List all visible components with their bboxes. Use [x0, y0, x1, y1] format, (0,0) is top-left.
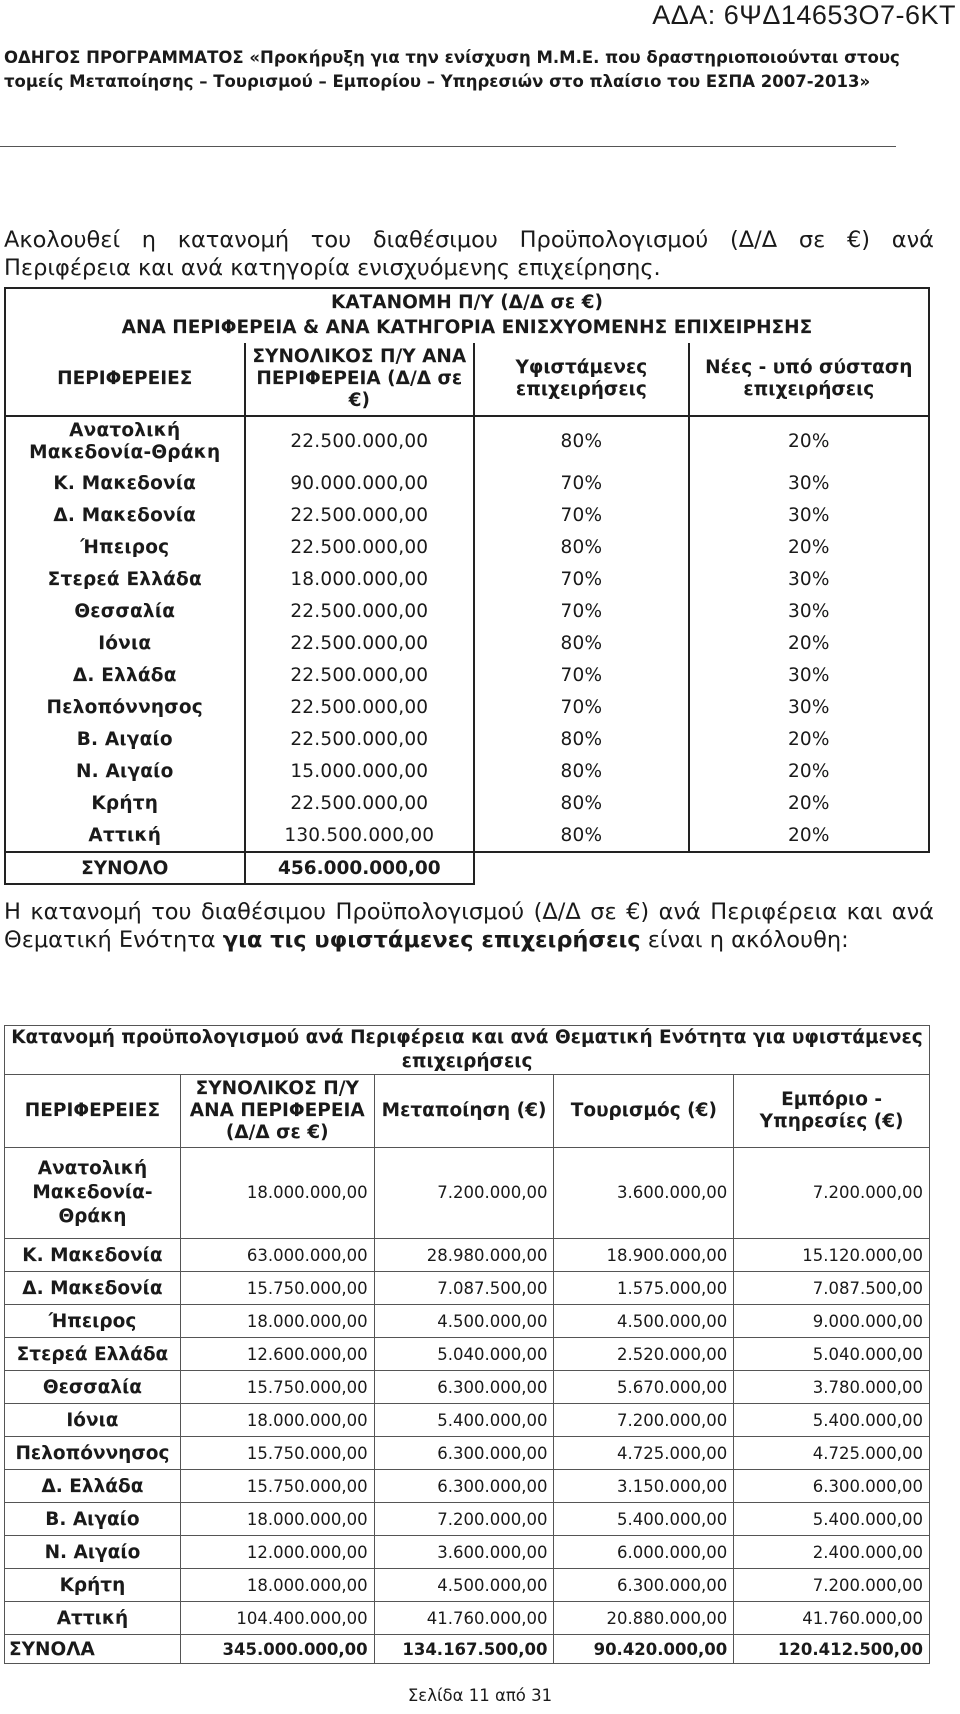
table-cell: 5.400.000,00	[554, 1503, 734, 1536]
table-row	[5, 691, 929, 723]
table-cell: 20%	[689, 723, 929, 755]
table-cell: 22.500.000,00	[245, 416, 475, 467]
region-name: Ν. Αιγαίο	[5, 755, 245, 787]
table-cell: 20%	[689, 531, 929, 563]
table-cell: 28.980.000,00	[374, 1239, 554, 1272]
table-cell: 80%	[474, 723, 689, 755]
table-cell: 15.000.000,00	[245, 755, 475, 787]
table-cell: 6.300.000,00	[374, 1371, 554, 1404]
table-cell: 80%	[474, 787, 689, 819]
table1-total-cell: ΣΥΝΟΛΟ	[5, 852, 245, 884]
table-row	[5, 595, 929, 627]
table1-header-cell: ΠΕΡΙΦΕΡΕΙΕΣ	[5, 343, 245, 416]
region-name: Δ. Μακεδονία	[5, 1272, 181, 1305]
page-number: Σελίδα 11 από 31	[407, 1686, 553, 1705]
table-row	[5, 1371, 930, 1404]
table-cell: 5.670.000,00	[554, 1371, 734, 1404]
table1-title-2: ΑΝΑ ΠΕΡΙΦΕΡΕΙΑ & ΑΝΑ ΚΑΤΗΓΟΡΙΑ ΕΝΙΣΧΥΟΜΕΝΗΣ ΕΠΙΧΕΙΡΗΣΗΣ	[5, 317, 929, 343]
region-name: Δ. Ελλάδα	[5, 1470, 181, 1503]
table-cell: 18.000.000,00	[180, 1503, 374, 1536]
table-cell: 22.500.000,00	[245, 499, 475, 531]
table2-total-cell: 134.167.500,00	[374, 1635, 554, 1664]
table-cell: 3.780.000,00	[734, 1371, 930, 1404]
intro2-paragraph	[4, 898, 934, 954]
table-row	[5, 467, 929, 499]
table2-header-cell: Μεταποίηση (€)	[374, 1075, 554, 1148]
table-cell: 20%	[689, 627, 929, 659]
table-cell: 2.400.000,00	[734, 1536, 930, 1569]
table-cell: 70%	[474, 499, 689, 531]
allocation-table	[4, 287, 930, 885]
table-cell: 3.600.000,00	[554, 1148, 734, 1239]
region-name: Ήπειρος	[5, 531, 245, 563]
table-cell: 15.750.000,00	[180, 1470, 374, 1503]
table-row	[5, 787, 929, 819]
table-cell: 6.300.000,00	[554, 1569, 734, 1602]
region-name: Αττική	[5, 1602, 181, 1635]
table-cell: 12.600.000,00	[180, 1338, 374, 1371]
thematic-allocation-table	[4, 1025, 930, 1664]
table-cell: 5.040.000,00	[374, 1338, 554, 1371]
table-cell: 22.500.000,00	[245, 595, 475, 627]
region-name: Κ. Μακεδονία	[5, 467, 245, 499]
intro2-bold: για τις υφιστάμενες επιχειρήσεις	[222, 927, 641, 953]
region-name: Β. Αιγαίο	[5, 723, 245, 755]
table1-header-cell: Νέες - υπό σύσταση επιχειρήσεις	[689, 343, 929, 416]
table2-total-cell: 120.412.500,00	[734, 1635, 930, 1664]
region-name: Ιόνια	[5, 1404, 181, 1437]
table-cell: 15.120.000,00	[734, 1239, 930, 1272]
table1-title-1: ΚΑΤΑΝΟΜΗ Π/Υ (Δ/Δ σε €)	[5, 288, 929, 317]
region-name: Ιόνια	[5, 627, 245, 659]
table-cell: 7.200.000,00	[734, 1148, 930, 1239]
table-cell: 18.000.000,00	[180, 1569, 374, 1602]
region-name: Κρήτη	[5, 787, 245, 819]
table-cell: 70%	[474, 691, 689, 723]
table-cell: 15.750.000,00	[180, 1437, 374, 1470]
region-name: Κρήτη	[5, 1569, 181, 1602]
table-row	[5, 755, 929, 787]
table-cell: 22.500.000,00	[245, 659, 475, 691]
region-name: Πελοπόννησος	[5, 1437, 181, 1470]
table-row	[5, 1569, 930, 1602]
table-cell: 6.300.000,00	[374, 1437, 554, 1470]
table-cell: 7.087.500,00	[734, 1272, 930, 1305]
table-cell: 20%	[689, 416, 929, 467]
document-header: ΟΔΗΓΟΣ ΠΡΟΓΡΑΜΜΑΤΟΣ «Προκήρυξη για την ενίσχυση Μ.Μ.Ε. που δραστηριοποιούνται στους τομείς Μεταποίησης – Τουρισμού – Εμπορίου – Υπηρεσιών στο πλαίσιο του ΕΣΠΑ 2007-2013»	[4, 48, 900, 91]
table-cell: 80%	[474, 755, 689, 787]
table2-total-cell: ΣΥΝΟΛΑ	[5, 1635, 181, 1664]
table-cell: 2.520.000,00	[554, 1338, 734, 1371]
table-cell: 4.500.000,00	[374, 1569, 554, 1602]
table1-header-cell: ΣΥΝΟΛΙΚΟΣ Π/Υ ΑΝΑ ΠΕΡΙΦΕΡΕΙΑ (Δ/Δ σε €)	[245, 343, 475, 416]
table2-total-cell: 345.000.000,00	[180, 1635, 374, 1664]
region-name: Β. Αιγαίο	[5, 1503, 181, 1536]
table-row	[5, 1503, 930, 1536]
region-name: Αττική	[5, 819, 245, 852]
region-name: Στερεά Ελλάδα	[5, 563, 245, 595]
empty-cell	[474, 852, 689, 884]
table-cell: 18.000.000,00	[180, 1404, 374, 1437]
header-divider	[0, 146, 896, 147]
table-cell: 30%	[689, 563, 929, 595]
table-cell: 4.500.000,00	[554, 1305, 734, 1338]
table-row	[5, 531, 929, 563]
table-cell: 20%	[689, 755, 929, 787]
table-row	[5, 723, 929, 755]
table-cell: 22.500.000,00	[245, 531, 475, 563]
table-row	[5, 1239, 930, 1272]
table-cell: 18.000.000,00	[180, 1305, 374, 1338]
table-cell: 9.000.000,00	[734, 1305, 930, 1338]
table-cell: 22.500.000,00	[245, 691, 475, 723]
region-name: Θεσσαλία	[5, 1371, 181, 1404]
region-name: Θεσσαλία	[5, 595, 245, 627]
region-name: Ν. Αιγαίο	[5, 1536, 181, 1569]
table-row	[5, 819, 929, 852]
table-cell: 90.000.000,00	[245, 467, 475, 499]
table-cell: 80%	[474, 531, 689, 563]
table-cell: 3.150.000,00	[554, 1470, 734, 1503]
region-name: Στερεά Ελλάδα	[5, 1338, 181, 1371]
table-cell: 1.575.000,00	[554, 1272, 734, 1305]
table-cell: 22.500.000,00	[245, 627, 475, 659]
table-cell: 15.750.000,00	[180, 1272, 374, 1305]
table-cell: 18.900.000,00	[554, 1239, 734, 1272]
table2-total-cell: 90.420.000,00	[554, 1635, 734, 1664]
table-row	[5, 1338, 930, 1371]
table2-header-cell: ΠΕΡΙΦΕΡΕΙΕΣ	[5, 1075, 181, 1148]
table-row	[5, 563, 929, 595]
table-cell: 104.400.000,00	[180, 1602, 374, 1635]
region-name: Ανατολική Μακεδονία-Θράκη	[5, 416, 245, 467]
table1-total-cell: 456.000.000,00	[245, 852, 475, 884]
table-cell: 30%	[689, 467, 929, 499]
table2-header-cell: Τουρισμός (€)	[554, 1075, 734, 1148]
region-name: Ανατολική Μακεδονία-Θράκη	[5, 1148, 181, 1239]
table-row	[5, 1536, 930, 1569]
table-cell: 5.400.000,00	[374, 1404, 554, 1437]
table-cell: 41.760.000,00	[374, 1602, 554, 1635]
table-row	[5, 1404, 930, 1437]
table-cell: 70%	[474, 595, 689, 627]
table-cell: 18.000.000,00	[180, 1148, 374, 1239]
table-cell: 7.200.000,00	[554, 1404, 734, 1437]
table-cell: 7.200.000,00	[374, 1148, 554, 1239]
table-row	[5, 1148, 930, 1239]
table-cell: 7.200.000,00	[734, 1569, 930, 1602]
table2-header-cell: ΣΥΝΟΛΙΚΟΣ Π/Υ ΑΝΑ ΠΕΡΙΦΕΡΕΙΑ (Δ/Δ σε €)	[180, 1075, 374, 1148]
table-cell: 41.760.000,00	[734, 1602, 930, 1635]
table-cell: 20%	[689, 787, 929, 819]
region-name: Δ. Μακεδονία	[5, 499, 245, 531]
table-cell: 70%	[474, 563, 689, 595]
table-row	[5, 1272, 930, 1305]
table-row	[5, 627, 929, 659]
table-cell: 30%	[689, 595, 929, 627]
table-cell: 63.000.000,00	[180, 1239, 374, 1272]
table-cell: 18.000.000,00	[245, 563, 475, 595]
table-row	[5, 659, 929, 691]
table-cell: 6.300.000,00	[734, 1470, 930, 1503]
table-cell: 22.500.000,00	[245, 787, 475, 819]
table-cell: 5.400.000,00	[734, 1503, 930, 1536]
table-cell: 130.500.000,00	[245, 819, 475, 852]
table-cell: 3.600.000,00	[374, 1536, 554, 1569]
table-cell: 6.000.000,00	[554, 1536, 734, 1569]
table-cell: 70%	[474, 659, 689, 691]
table-cell: 30%	[689, 499, 929, 531]
table-cell: 70%	[474, 467, 689, 499]
table-cell: 4.725.000,00	[734, 1437, 930, 1470]
table-row	[5, 1602, 930, 1635]
table-cell: 80%	[474, 627, 689, 659]
table-cell: 7.087.500,00	[374, 1272, 554, 1305]
table-cell: 22.500.000,00	[245, 723, 475, 755]
table-cell: 80%	[474, 819, 689, 852]
table2-header-cell: Εμπόριο - Υπηρεσίες (€)	[734, 1075, 930, 1148]
table2-title: Κατανομή προϋπολογισμού ανά Περιφέρεια και ανά Θεματική Ενότητα για υφιστάμενες επιχειρήσεις	[5, 1026, 930, 1075]
intro2-text-a: Η κατανομή του διαθέσιμου Προϋπολογισμού (Δ/Δ σε €) ανά Περιφέρεια και ανά Θεματική Ενότητα	[4, 899, 934, 953]
table-cell: 4.500.000,00	[374, 1305, 554, 1338]
intro2-text-b: είναι η ακόλουθη:	[640, 927, 849, 953]
table-cell: 20%	[689, 819, 929, 852]
table-row	[5, 1470, 930, 1503]
table-cell: 5.400.000,00	[734, 1404, 930, 1437]
table-row	[5, 1437, 930, 1470]
table1-header-cell: Υφιστάμενες επιχειρήσεις	[474, 343, 689, 416]
region-name: Ήπειρος	[5, 1305, 181, 1338]
region-name: Κ. Μακεδονία	[5, 1239, 181, 1272]
empty-cell	[689, 852, 929, 884]
table-cell: 7.200.000,00	[374, 1503, 554, 1536]
table-cell: 30%	[689, 691, 929, 723]
table-cell: 12.000.000,00	[180, 1536, 374, 1569]
table-row	[5, 499, 929, 531]
table-cell: 20.880.000,00	[554, 1602, 734, 1635]
region-name: Δ. Ελλάδα	[5, 659, 245, 691]
table-cell: 30%	[689, 659, 929, 691]
table-row	[5, 1305, 930, 1338]
table-cell: 80%	[474, 416, 689, 467]
table-cell: 6.300.000,00	[374, 1470, 554, 1503]
table-row	[5, 416, 929, 467]
table-cell: 5.040.000,00	[734, 1338, 930, 1371]
ada-code: ΑΔΑ: 6ΨΔ14653Ο7-6ΚΤ	[652, 0, 956, 30]
region-name: Πελοπόννησος	[5, 691, 245, 723]
intro-paragraph: Ακολουθεί η κατανομή του διαθέσιμου Προϋπολογισμού (Δ/Δ σε €) ανά Περιφέρεια και ανά κατηγορία ενισχυόμενης επιχείρησης.	[4, 227, 934, 281]
table-cell: 4.725.000,00	[554, 1437, 734, 1470]
table-cell: 15.750.000,00	[180, 1371, 374, 1404]
